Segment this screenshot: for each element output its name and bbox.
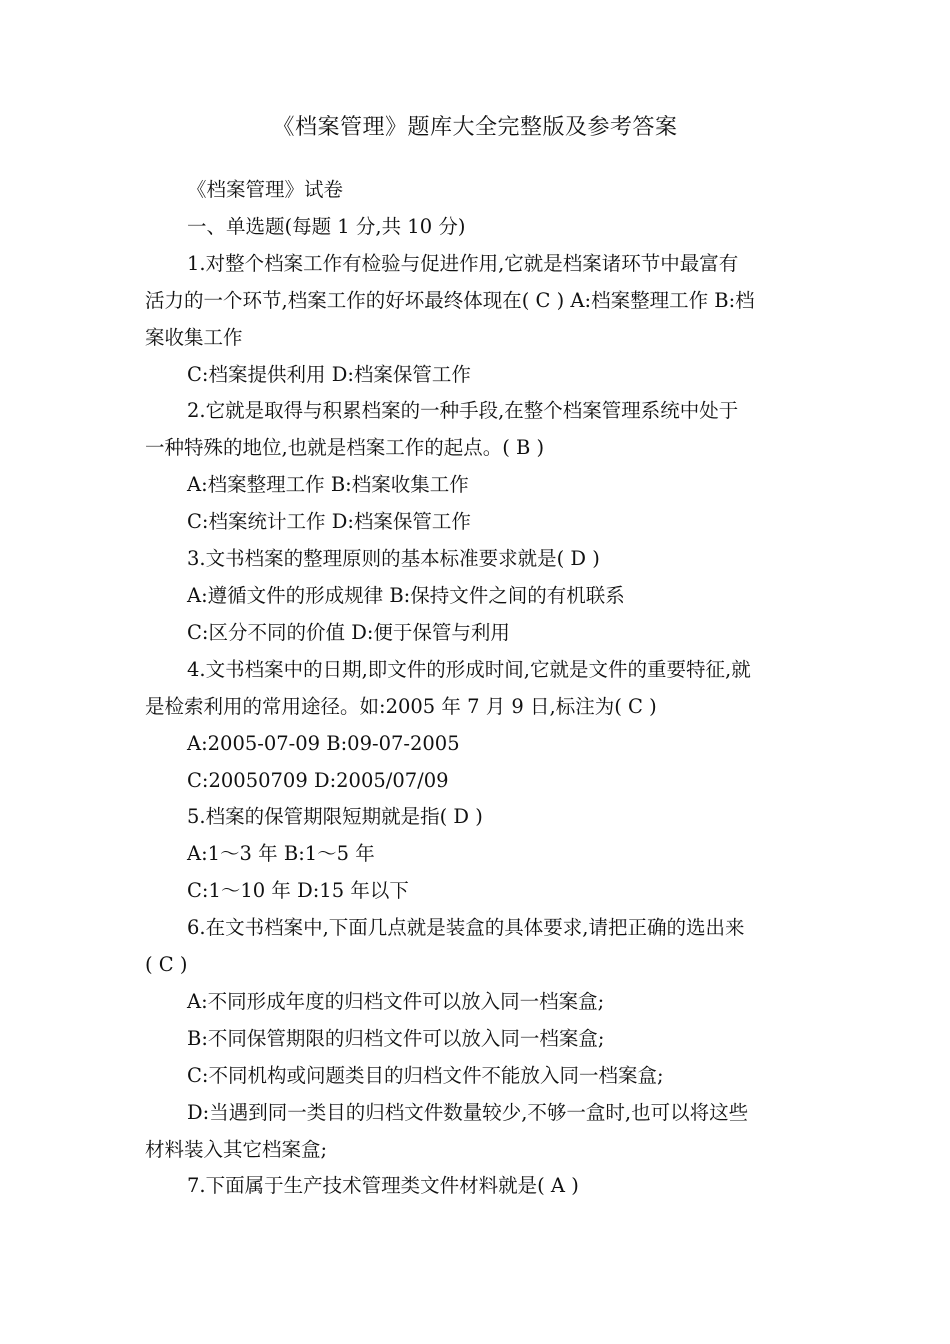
question-5-options: C:1～10 年 D:15 年以下	[187, 879, 409, 903]
document-body	[145, 172, 810, 1205]
question-6-text-cont: ( C )	[145, 953, 188, 977]
question-6-text: 6.在文书档案中,下面几点就是装盒的具体要求,请把正确的选出来	[187, 916, 745, 940]
question-1-text-cont: 活力的一个环节,档案工作的好坏最终体现在( C ) A:档案整理工作 B:档	[145, 288, 755, 312]
question-4-options: C:20050709 D:2005/07/09	[187, 768, 449, 792]
question-6-option-d-cont: 材料装入其它档案盒;	[145, 1137, 328, 1161]
question-6-option-a: A:不同形成年度的归档文件可以放入同一档案盒;	[187, 989, 605, 1013]
question-3-options: A:遵循文件的形成规律 B:保持文件之间的有机联系	[187, 583, 625, 607]
question-2-options: C:档案统计工作 D:档案保管工作	[187, 510, 471, 534]
question-2-text: 2.它就是取得与积累档案的一种手段,在整个档案管理系统中处于	[187, 399, 739, 423]
question-7-text: 7.下面属于生产技术管理类文件材料就是( A )	[187, 1174, 579, 1198]
question-5-text: 5.档案的保管期限短期就是指( D )	[187, 805, 483, 829]
question-2-text-cont: 一种特殊的地位,也就是档案工作的起点。( B )	[145, 436, 545, 460]
question-3-text: 3.文书档案的整理原则的基本标准要求就是( D )	[187, 547, 600, 571]
question-5-options: A:1～3 年 B:1～5 年	[187, 842, 375, 866]
question-4-options: A:2005-07-09 B:09-07-2005	[187, 731, 460, 755]
question-1-text: 1.对整个档案工作有检验与促进作用,它就是档案诸环节中最富有	[187, 251, 739, 275]
question-1-options: C:档案提供利用 D:档案保管工作	[187, 362, 471, 386]
exam-heading: 《档案管理》试卷	[187, 178, 344, 201]
question-4-text: 4.文书档案中的日期,即文件的形成时间,它就是文件的重要特征,就	[187, 657, 751, 681]
question-4-text-cont: 是检索利用的常用途径。如:2005 年 7 月 9 日,标注为( C )	[145, 694, 657, 718]
document-title: 《档案管理》题库大全完整版及参考答案	[272, 115, 678, 140]
question-6-option-d: D:当遇到同一类目的归档文件数量较少,不够一盒时,也可以将这些	[187, 1100, 749, 1124]
question-1-text-cont: 案收集工作	[145, 325, 243, 349]
question-6-option-b: B:不同保管期限的归档文件可以放入同一档案盒;	[187, 1026, 605, 1050]
section-heading: 一、单选题(每题 1 分,共 10 分)	[187, 214, 466, 238]
question-2-options: A:档案整理工作 B:档案收集工作	[187, 473, 469, 497]
question-3-options: C:区分不同的价值 D:便于保管与利用	[187, 620, 510, 644]
question-6-option-c: C:不同机构或问题类目的归档文件不能放入同一档案盒;	[187, 1063, 664, 1087]
